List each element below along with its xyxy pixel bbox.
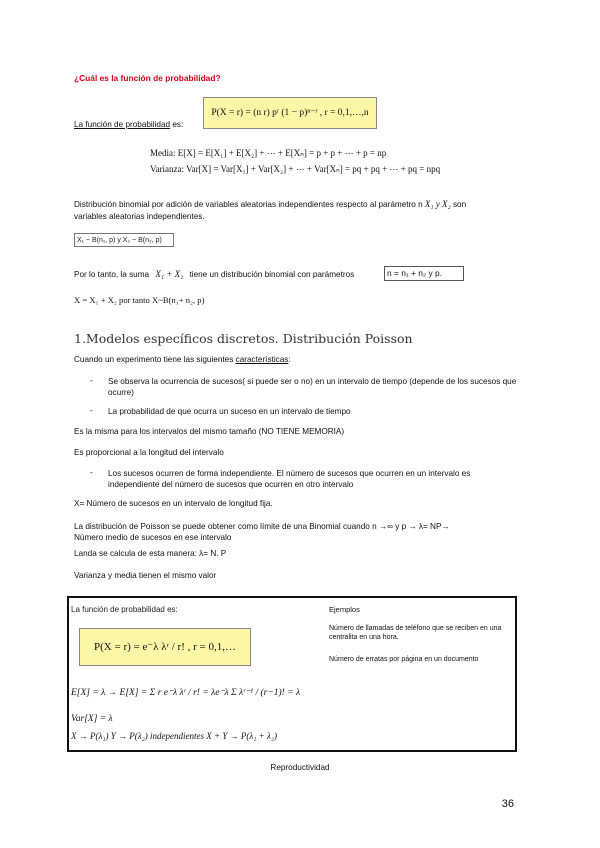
bullet-item-3: Los sucesos ocurren de forma independiente. El número de sucesos que ocurren en un intervalo es independiente del número de sucesos que ocurren en otro intervalo xyxy=(108,469,471,489)
suma-text-2: tiene un distribución binomial con parámetros xyxy=(189,270,355,279)
suma-text-1: Por lo tanto, la suma xyxy=(74,270,150,279)
question-heading: ¿Cuál es la función de probabilidad? xyxy=(74,73,221,83)
binomial-pmf-box xyxy=(203,97,377,129)
additive-text-1: Distribución binomial por adición de variables aleatorias independientes respecto al parámetro n xyxy=(74,200,423,209)
additive-paragraph xyxy=(74,198,524,223)
x1-x2-box xyxy=(74,233,174,247)
varianza-media-text: Varianza y media tienen el mismo valor xyxy=(74,571,217,580)
x1-x2-text: X₁ ~ B(n₁, p) y X₂ ~ B(n₂, p) xyxy=(77,237,162,244)
indep-formula: X → P(λ₁) Y → P(λ₂) independientes X + Y → P(λ₁ + λ₂) xyxy=(71,731,277,741)
var-formula: Var[X] = λ xyxy=(71,714,113,724)
section-heading: 1.Modelos específicos discretos. Distribución Poisson xyxy=(74,331,413,346)
poisson-limit-2: Número medio de sucesos en ese intervalo xyxy=(74,533,232,542)
poisson-pmf: P(X = r) = e⁻λ λʳ / r! , r = 0,1,… xyxy=(94,641,236,653)
bullet-item-2: La probabilidad de que ocurra un suceso en un intervalo de tiempo xyxy=(108,407,351,416)
misma-text: Es la misma para los intervalos del mismo tamaño (NO TIENE MEMORIA) xyxy=(74,427,345,436)
ejemplos-title: Ejemplos xyxy=(329,605,360,614)
additive-text-2: son xyxy=(452,200,467,209)
bullet-item-1: Se observa la ocurrencia de sucesos( si puede ser o no) en un intervalo de tiempo (depende de los sucesos que ocurre) xyxy=(108,377,517,397)
media-formula: E[X] = E[X₁] + E[X₂] + ⋯ + E[Xₙ] = p + p + ⋯ + p = np xyxy=(177,148,387,158)
x-definition: X= Número de sucesos en un intervalo de longitud fija. xyxy=(74,499,273,508)
caract-underlined: características xyxy=(235,355,289,364)
ejemplo-1: Número de llamadas de teléfono que se reciben en una centralita en una hora. xyxy=(329,625,502,641)
suma-paragraph xyxy=(74,269,354,279)
landa-text: Landa se calcula de esta manera: λ= N. P xyxy=(74,549,227,558)
suma-params: n = n₁ + n₂ y p. xyxy=(387,268,442,278)
ex-formula: E[X] = λ → E[X] = Σ r e⁻λ λʳ / r! = λe⁻λ Σ λʳ⁻¹ / (r−1)! = λ xyxy=(71,688,301,698)
binomial-pmf: P(X = r) = (n r) pʳ (1 − p)ⁿ⁻ʳ , r = 0,1,…,n xyxy=(211,108,369,118)
prob-label-rest: es: xyxy=(170,120,184,129)
caract-text: Cuando un experimento tiene las siguientes xyxy=(74,355,234,364)
caract-line xyxy=(74,355,291,364)
poisson-limit-1: La distribución de Poisson se puede obtener como límite de una Binomial cuando n →∞ y p → λ= NP→ xyxy=(74,522,450,531)
ejemplo-2: Número de erratas por página en un documento xyxy=(329,656,479,663)
varianza-label: Varianza: xyxy=(150,164,184,174)
prob-label xyxy=(74,120,183,129)
bullet-dash-2: - xyxy=(90,406,93,415)
proporcional-text: Es proporcional a la longitud del intervalo xyxy=(74,448,224,457)
bullet-dash-3: - xyxy=(90,468,93,477)
additive-vars: X₁ y X₂ xyxy=(424,199,451,209)
varianza-line xyxy=(150,164,440,175)
caract-colon: : xyxy=(288,355,291,364)
suma-params-box xyxy=(384,266,464,281)
varianza-formula: Var[X] = Var[X₁] + Var[X₂] + ⋯ + Var[Xₙ] = pq + pq + ⋯ + pq = npq xyxy=(186,164,441,174)
page-number: 36 xyxy=(501,798,514,810)
reproductividad-label: Reproductividad xyxy=(270,763,330,772)
poisson-pmf-box xyxy=(79,628,251,666)
poisson-summary-box xyxy=(67,596,517,752)
additive-text-3: variables aleatorias independientes. xyxy=(74,212,205,221)
bullet-dash-1: - xyxy=(90,376,93,385)
media-line xyxy=(150,148,386,159)
box-title: La función de probabilidad es: xyxy=(71,605,178,614)
suma-vars: X₁ + X₂ xyxy=(155,269,184,279)
x-sum-line: X = X₁ + X₂ por tanto X~B(n₁+ n₂, p) xyxy=(74,295,205,305)
poisson-limit xyxy=(74,521,524,543)
prob-label-underlined: La función de probabilidad xyxy=(74,120,171,129)
media-label: Media: xyxy=(150,148,176,158)
